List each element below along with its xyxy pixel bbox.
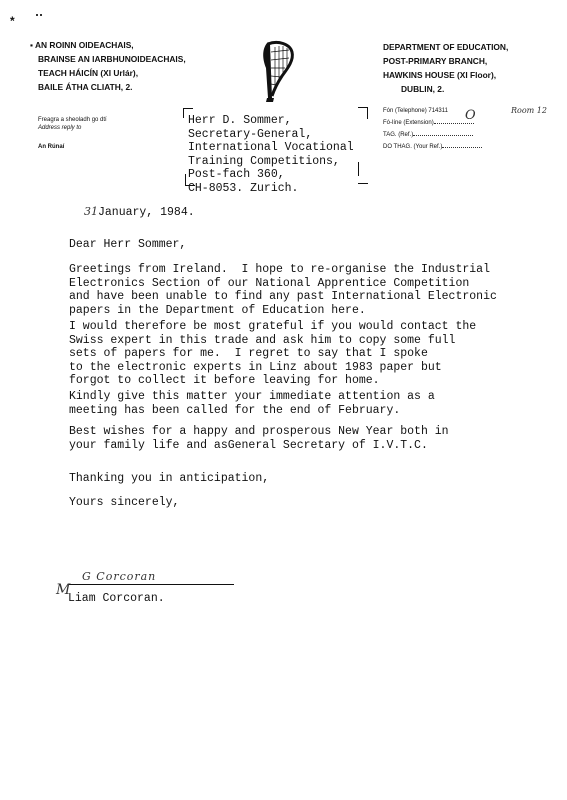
- reply-to: [38, 116, 107, 132]
- header-right-line3: HAWKINS HOUSE (XI Floor),: [383, 70, 497, 80]
- header-right-line4: DUBLIN, 2.: [401, 84, 445, 94]
- stray-mark: *: [10, 14, 15, 28]
- harp-emblem-icon: [258, 38, 296, 104]
- header-right-line1: DEPARTMENT OF EDUCATION,: [383, 42, 509, 52]
- reply-english: Address reply to: [38, 125, 82, 131]
- header-right: [383, 40, 508, 96]
- signature-handwritten: G Corcoran: [82, 570, 157, 583]
- tag-dots: [413, 135, 473, 136]
- extension-value: O: [465, 108, 476, 123]
- do-thag-dots: [442, 147, 482, 148]
- recipient-line5: Post-fach 360,: [188, 168, 285, 181]
- tag-label: TAG. (Ref.): [383, 132, 414, 138]
- do-thag-label: DO THAG. (Your Ref.): [383, 144, 443, 150]
- ref-block: [383, 105, 563, 153]
- address-corner-tl-v: [183, 108, 184, 118]
- paragraph-1: Greetings from Ireland. I hope to re-organise the Industrial Electronics Section of our National Apprentice Competition and have been unable to find any past International Electronic papers in the Department of Education here.: [69, 263, 497, 317]
- recipient-line4: Training Competitions,: [188, 154, 340, 168]
- extension-dots: [434, 123, 474, 124]
- paragraph-3: Kindly give this matter your immediate attention as a meeting has been called for the end of February.: [69, 390, 435, 417]
- address-corner-tl-h: [183, 108, 193, 109]
- recipient-line3: International Vocational: [188, 141, 354, 154]
- address-corner-br-v: [358, 162, 359, 176]
- closing-yours: Yours sincerely,: [69, 496, 180, 509]
- header-left-line3: TEACH HÁICÍN (XI Urlár),: [38, 68, 139, 78]
- corner-dots: [36, 14, 42, 19]
- recipient-address: [188, 114, 354, 195]
- signature-line: [68, 584, 234, 585]
- paragraph-2: I would therefore be most grateful if you would contact the Swiss expert in this trade and ask him to copy some full sets of papers for me. I regret to say that I spoke to the electronic experts in Linz about 1983 paper but forgot to collect it before leaving for home.: [69, 320, 477, 387]
- letter-date: [84, 205, 195, 220]
- reply-irish: Freagra a sheoladh go dtí: [38, 117, 107, 123]
- bullet-mark: ▪: [30, 40, 35, 50]
- closing-thanks: Thanking you in anticipation,: [69, 472, 270, 485]
- room-note: Room 12: [511, 106, 547, 115]
- header-left-line1: ▪ AN ROINN OIDEACHAIS,: [30, 40, 134, 50]
- signature-initials: M: [56, 582, 71, 598]
- paragraph-4: Best wishes for a happy and prosperous New Year both in your family life and asGeneral Secretary of I.V.T.C.: [69, 425, 449, 452]
- date-rest: January, 1984.: [98, 206, 195, 219]
- address-corner-br-h: [358, 183, 368, 184]
- header-left-line2: BRAINSE AN IARBHUNOIDEACHAIS,: [38, 54, 186, 64]
- header-left-line4: BAILE ÁTHA CLIATH, 2.: [38, 82, 133, 92]
- header-right-line2: POST-PRIMARY BRANCH,: [383, 56, 488, 66]
- signature-typed-name: Liam Corcoran.: [68, 592, 165, 605]
- recipient-line1: Herr D. Sommer,: [188, 114, 292, 127]
- date-day-handwritten: 31: [84, 205, 98, 218]
- header-left: [30, 38, 186, 94]
- tag-row: [383, 129, 563, 141]
- do-thag-row: [383, 141, 563, 153]
- phone-label: Fón (Telephone) 714311: [383, 108, 448, 114]
- extension-label: Fó-líne (Extension): [383, 120, 434, 126]
- recipient-line6: CH-8053. Zurich.: [188, 181, 299, 195]
- address-corner-tr-v: [367, 107, 368, 119]
- secretary-label: An Rúnaí: [38, 144, 65, 150]
- salutation: Dear Herr Sommer,: [69, 238, 187, 251]
- recipient-line2: Secretary-General,: [188, 127, 313, 141]
